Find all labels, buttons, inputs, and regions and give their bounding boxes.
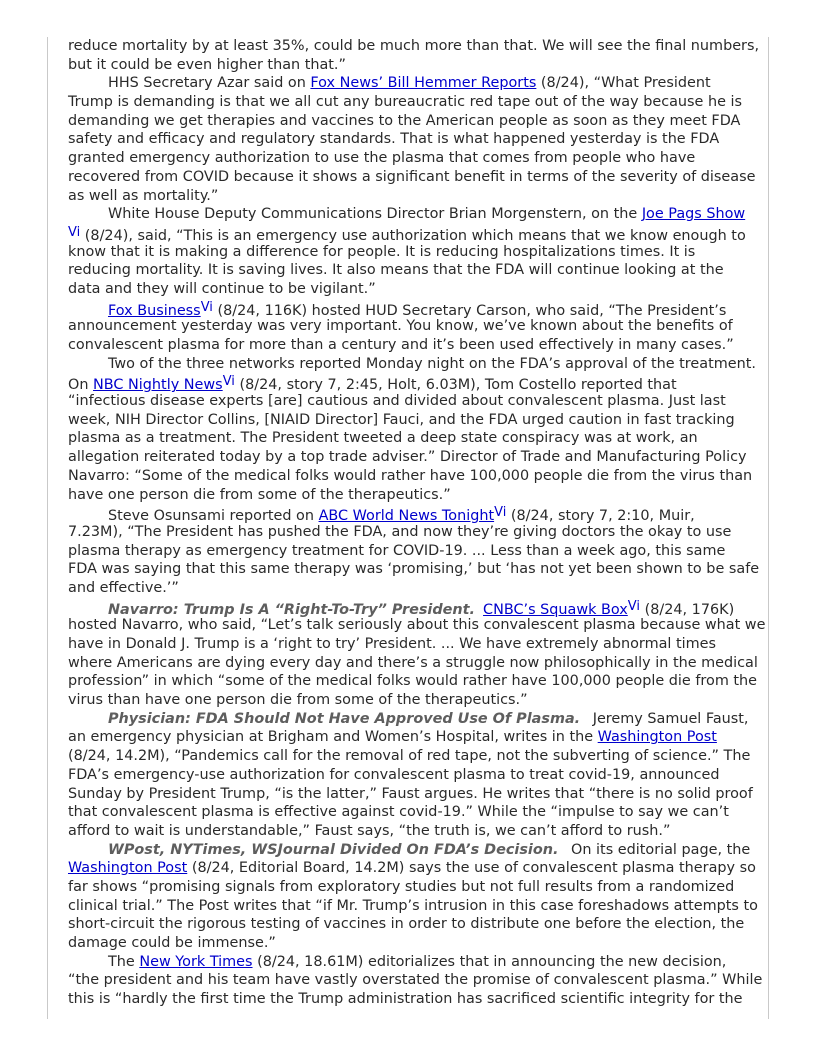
text-line: far shows “promising signals from exploratory studies but not full results from a randomized: [68, 878, 735, 895]
text-line: Trump is demanding is that we all cut any bureaucratic red tape out of the way because he is: [68, 94, 743, 111]
text-line: granted emergency authorization to use the plasma that comes from people who have: [68, 150, 696, 167]
text-line: [68, 355, 756, 374]
source-link[interactable]: ABC World News Tonight: [318, 508, 495, 525]
text-line: [68, 373, 750, 392]
document-page: [68, 37, 766, 1009]
text-run: White House Deputy Communications Director Brian Morgenstern, on the: [108, 206, 642, 223]
left-margin-rule: [47, 37, 48, 1019]
text-line: 7.23M), “The President has pushed the FDA, and now they’re giving doctors the okay to use: [68, 523, 732, 540]
text-line: and effective.’”: [68, 579, 179, 596]
text-line: have in Donald J. Trump is a ‘right to try’ President. ... We have extremely abnormal times: [68, 636, 717, 652]
source-link[interactable]: New York Times: [139, 953, 253, 970]
video-link[interactable]: Vi: [627, 598, 641, 614]
text-line: clinical trial.” The Post writes that “if Mr. Trump’s intrusion in this case foreshadows attempts to: [68, 897, 758, 914]
source-link[interactable]: Fox News’ Bill Hemmer Reports: [310, 75, 537, 92]
text-run: On its editorial page, the: [566, 841, 751, 858]
text-line: know that it is making a difference for people. It is reducing hospitalizations times. It is: [68, 243, 696, 260]
text-line: where Americans are dying every day and there’s a struggle now philosophically in the medical: [68, 654, 758, 671]
section-heading: WPost, NYTimes, WSJournal Divided On FDA’s Decision.: [108, 841, 559, 858]
text-line: [68, 728, 750, 747]
text-run: Steve Osunsami reported on: [108, 508, 319, 525]
text-line: convalescent plasma for more than a century and it’s been used effectively in many cases.”: [68, 337, 734, 353]
source-link[interactable]: Washington Post: [597, 729, 717, 746]
text-run: (8/24), said, “This is an emergency use authorization which means that we know enough to: [80, 227, 746, 244]
video-link[interactable]: Vi: [222, 374, 235, 390]
text-line: [68, 74, 750, 93]
text-line: “infectious disease experts [are] cautious and divided about convalescent plasma. Just last: [68, 393, 726, 410]
text-line: data and they will continue to be vigilant.”: [68, 280, 376, 297]
text-run: Two of the three networks reported Monday night on the FDA’s approval of the treatment.: [108, 355, 756, 372]
text-line: recovered from COVID because it shows a significant benefit in terms of the severity of disease: [68, 168, 756, 185]
text-line: safety and efficacy and regulatory standards. That is what happened yesterday is the FDA: [68, 131, 720, 148]
video-link[interactable]: Vi: [200, 299, 213, 315]
text-line: announcement yesterday was very important. You know, we’ve known about the benefits of: [68, 318, 733, 335]
text-line: plasma as a treatment. The President tweeted a deep state conspiracy was at work, an: [68, 430, 698, 447]
source-link[interactable]: CNBC’s Squawk Box: [483, 601, 628, 618]
text-run: HHS Secretary Azar said on: [108, 75, 311, 92]
text-run: (8/24, 116K) hosted HUD Secretary Carson, who said, “The President’s: [212, 302, 727, 319]
text-line: but it could be even higher than that.”: [68, 56, 346, 73]
text-line: this is “hardly the first time the Trump administration has sacrificed scientific integrity for the: [68, 991, 743, 1008]
text-line: virus than have one person die from some of the therapeutics.”: [68, 692, 528, 709]
text-run: (8/24, 18.61M) editorializes that in announcing the new decision,: [252, 953, 727, 970]
text-run: (8/24, story 7, 2:10, Muir,: [506, 508, 695, 525]
text-run: (8/24, 176K): [640, 601, 735, 618]
text-line: [68, 859, 756, 878]
text-line: week, NIH Director Collins, [NIAID Director] Fauci, and the FDA urged caution in fast tracking: [68, 411, 735, 428]
text-line: short-circuit the rigorous testing of vaccines in order to distribute one before the election, the: [68, 916, 745, 933]
text-run: (8/24, Editorial Board, 14.2M) says the use of convalescent plasma therapy so: [187, 860, 756, 877]
text-line: demanding we get therapies and vaccines to the American people as soon as they meet FDA: [68, 112, 741, 129]
source-link[interactable]: Fox Business: [108, 302, 201, 319]
text-line: plasma therapy as emergency treatment for COVID-19. ... Less than a week ago, this same: [68, 542, 726, 559]
text-line: [68, 710, 750, 729]
text-line: [68, 504, 750, 523]
right-margin-rule: [768, 37, 769, 1019]
video-link[interactable]: Vi: [68, 224, 81, 240]
source-link[interactable]: Washington Post: [68, 860, 188, 877]
text-line: [68, 841, 750, 860]
text-line: FDA’s emergency-use authorization for convalescent plasma to treat covid-19, announced: [68, 766, 720, 783]
text-line: [68, 953, 750, 972]
text-line: (8/24, 14.2M), “Pandemics call for the removal of red tape, not the subverting of science.” The: [68, 748, 751, 765]
text-line: damage could be immense.”: [68, 935, 276, 951]
text-line: profession” in which “some of the medical folks would rather have 100,000 people die from the: [68, 673, 758, 690]
text-line: have one person die from some of the therapeutics.”: [68, 486, 451, 503]
section-heading: Navarro: Trump Is A “Right-To-Try” President.: [108, 601, 476, 618]
text-run: (8/24, story 7, 2:45, Holt, 6.03M), Tom Costello reported that: [234, 377, 677, 394]
text-run: (8/24), “What President: [536, 75, 711, 92]
text-line: Navarro: “Some of the medical folks would rather have 100,000 people die from the virus than: [68, 467, 753, 484]
text-line: allegation reiterated today by a top trade adviser.” Director of Trade and Manufacturing Policy: [68, 449, 747, 466]
text-run: The: [108, 953, 140, 970]
text-line: that convalescent plasma is effective against covid-19.” While the “impulse to say we can’t: [68, 804, 729, 821]
source-link[interactable]: NBC Nightly News: [93, 377, 223, 394]
video-link[interactable]: Vi: [494, 505, 507, 521]
section-heading: Physician: FDA Should Not Have Approved Use Of Plasma.: [108, 710, 581, 727]
text-line: hosted Navarro, who said, “Let’s talk seriously about this convalescent plasma because what we: [68, 617, 766, 634]
source-link[interactable]: Joe Pags Show: [641, 206, 746, 223]
text-line: [68, 224, 750, 243]
text-run: Jeremy Samuel Faust,: [588, 710, 749, 727]
text-line: reducing mortality. It is saving lives. It also means that the FDA will continue looking at the: [68, 262, 724, 279]
text-line: Sunday by President Trump, “is the latter,” Faust argues. He writes that “there is no solid proof: [68, 785, 753, 802]
text-line: FDA was saying that this same therapy was ‘promising,’ but ‘has not yet been shown to be safe: [68, 561, 760, 578]
text-line: “the president and his team have vastly overstated the promise of convalescent plasma.” While: [68, 972, 763, 989]
text-line: [68, 299, 750, 318]
text-run: On: [68, 377, 94, 394]
text-line: reduce mortality by at least 35%, could be much more than that. We will see the final numbers,: [68, 38, 760, 54]
text-line: afford to wait is understandable,” Faust says, “the truth is, we can’t afford to rush.”: [68, 822, 671, 839]
text-line: as well as mortality.”: [68, 187, 219, 204]
text-run: an emergency physician at Brigham and Women’s Hospital, writes in the: [68, 729, 598, 746]
text-line: [68, 205, 750, 224]
text-line: [68, 598, 750, 617]
